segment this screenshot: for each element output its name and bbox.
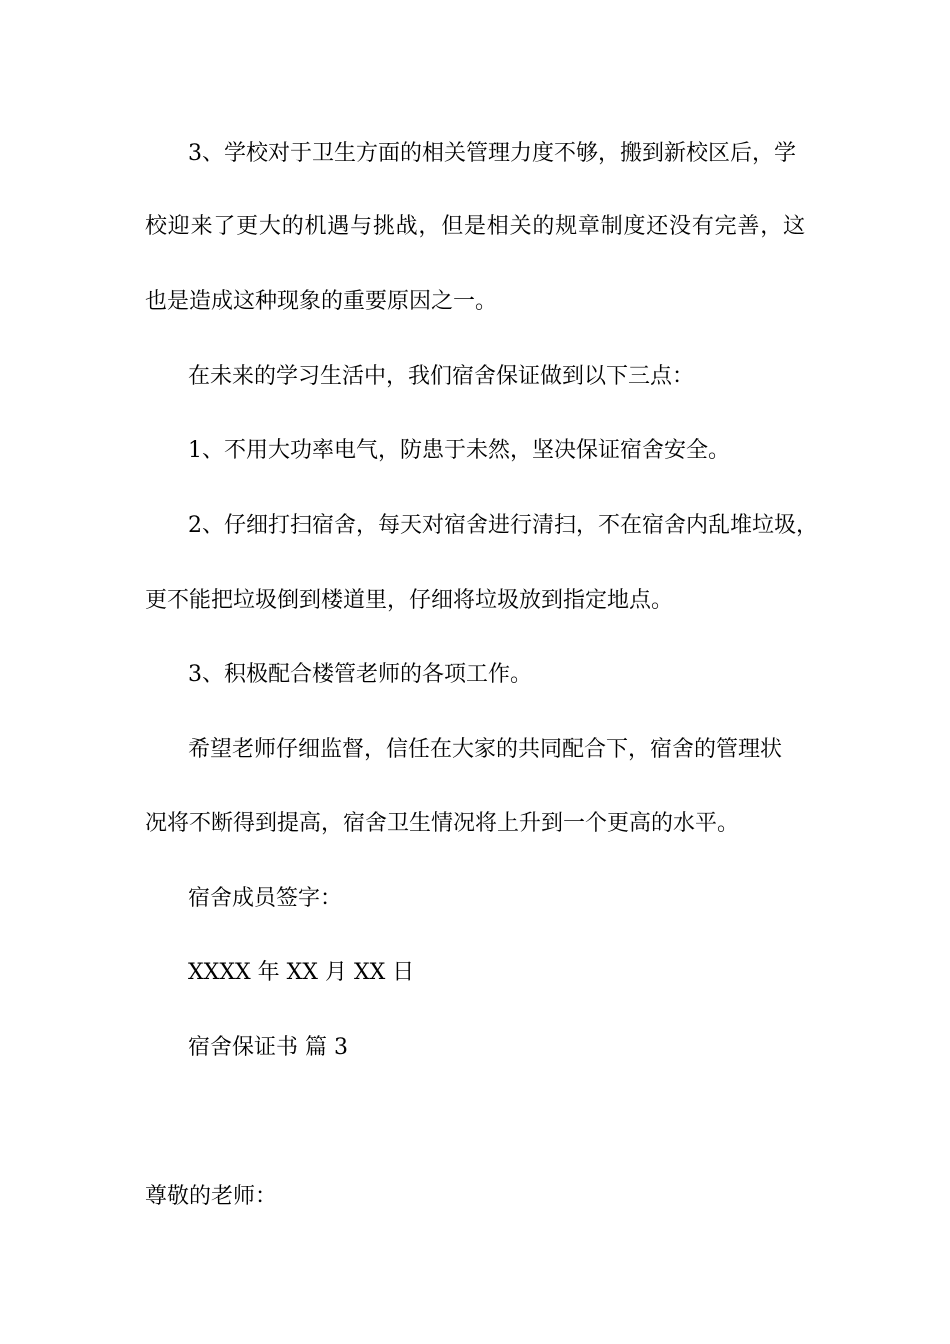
list-item: 2、仔细打扫宿舍，每天对宿舍进行清扫，不在宿舍内乱堆垃圾， [188, 513, 818, 538]
paragraph-line: 在未来的学习生活中，我们宿舍保证做到以下三点： [188, 364, 695, 389]
paragraph-line: 希望老师仔细监督，信任在大家的共同配合下，宿舍的管理状 [188, 737, 783, 762]
salutation: 尊敬的老师： [145, 1184, 278, 1209]
date-line: XXXX 年 XX 月 XX 日 [188, 960, 415, 985]
paragraph-line: 3、学校对于卫生方面的相关管理力度不够，搬到新校区后，学 [188, 141, 796, 166]
paragraph-line: 也是造成这种现象的重要原因之一。 [145, 289, 498, 314]
paragraph-line: 更不能把垃圾倒到楼道里，仔细将垃圾放到指定地点。 [145, 588, 674, 613]
signature-label: 宿舍成员签字： [188, 886, 343, 911]
list-item: 1、不用大功率电气，防患于未然，坚决保证宿舍安全。 [188, 438, 730, 463]
paragraph-line: 况将不断得到提高，宿舍卫生情况将上升到一个更高的水平。 [145, 811, 740, 836]
paragraph-line: 校迎来了更大的机遇与挑战，但是相关的规章制度还没有完善，这 [145, 214, 805, 239]
list-item: 3、积极配合楼管老师的各项工作。 [188, 662, 532, 687]
section-title: 宿舍保证书 篇 3 [188, 1035, 348, 1060]
